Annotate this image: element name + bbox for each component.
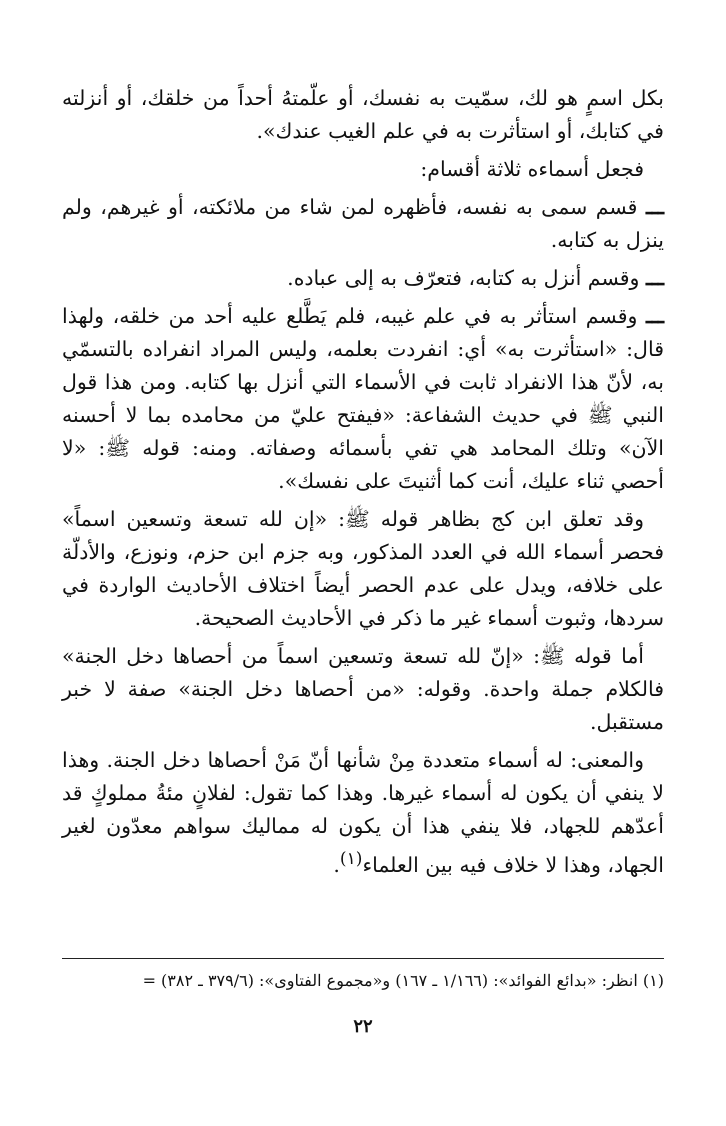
paragraph-8-end: . <box>333 852 340 877</box>
paragraph-1: بكل اسمٍ هو لك، سمّيت به نفسك، أو علّمتهُ أحداً من خلقك، أو أنزلته في كتابك، أو استأثرت به في علم الغيب عندك». <box>62 86 664 143</box>
paragraph-7: أما قوله ﷺ: «إنّ لله تسعة وتسعين اسماً من أحصاها دخل الجنة» فالكلام جملة واحدة. وقوله: «من أحصاها دخل الجنة» صفة لا خبر مستقبل. <box>62 644 664 734</box>
paragraph-8-text: والمعنى: له أسماء متعددة مِنْ شأنها أنّ مَنْ أحصاها دخل الجنة. وهذا لا ينفي أن يكون له أسماء غيرها. وهذا كما تقول: لفلانٍ مئةُ مملوكٍ قد أعدّهم للجهاد، فلا ينفي هذا أن يكون له مماليك سواهم معدّون لغير الجهاد، وهذا لا خلاف فيه بين العلماء <box>62 748 664 877</box>
paragraph-3-text: قسم سمى به نفسه، فأظهره لمن شاء من ملائكته، أو غيرهم، ولم ينزل به كتابه. <box>62 195 664 252</box>
paragraph-4 <box>62 262 664 295</box>
dash-marker: ـــ <box>645 195 664 219</box>
footnote: (١) انظر: «بدائع الفوائد»: (١/١٦٦ ـ ١٦٧) و«مجموع الفتاوى»: (٣٧٩/٦ ـ ٣٨٢) = <box>142 971 664 990</box>
footnote-reference[interactable]: (١) <box>339 849 363 869</box>
paragraph-3 <box>62 191 664 257</box>
page-number: ٢٢ <box>353 1016 373 1037</box>
paragraph-4-text: وقسم أنزل به كتابه، فتعرّف به إلى عباده. <box>287 266 640 290</box>
paragraph-6: وقد تعلق ابن كج بظاهر قوله ﷺ: «إن لله تسعة وتسعين اسماً» فحصر أسماء الله في العدد المذكور، وبه جزم ابن حزم، ونوزع، والأدلّة على خلافه، ويدل على عدم الحصر أيضاً اختلاف الأحاديث الواردة في سردها، وثبوت أسماء غير ما ذكر في الأحاديث الصحيحة. <box>62 507 664 630</box>
dash-marker: ـــ <box>645 266 664 290</box>
footnote-separator <box>62 958 664 959</box>
paragraph-8 <box>62 744 664 882</box>
body-text <box>62 82 664 882</box>
paragraph-5-text: وقسم استأثر به في علم غيبه، فلم يَطَّلع عليه أحد من خلقه، ولهذا قال: «استأثرت به» أي: انفردت بعلمه، وليس المراد انفراده بالتسمّي به، لأنّ هذا الانفراد ثابت في الأسماء التي أنزل بها كتابه. ومن هذا قول النبي ﷺ في حديث الشفاعة: «فيفتح عليّ من محامده بما لا أحسنه الآن» وتلك المحامد هي تفي بأسمائه وصفاته. ومنه: قوله ﷺ: «لا أحصي ثناء عليك، أنت كما أثنيتَ على نفسك». <box>62 304 664 493</box>
paragraph-5 <box>62 300 664 498</box>
paragraph-2: فجعل أسماءه ثلاثة أقسام: <box>420 157 644 181</box>
dash-marker: ـــ <box>645 304 664 328</box>
